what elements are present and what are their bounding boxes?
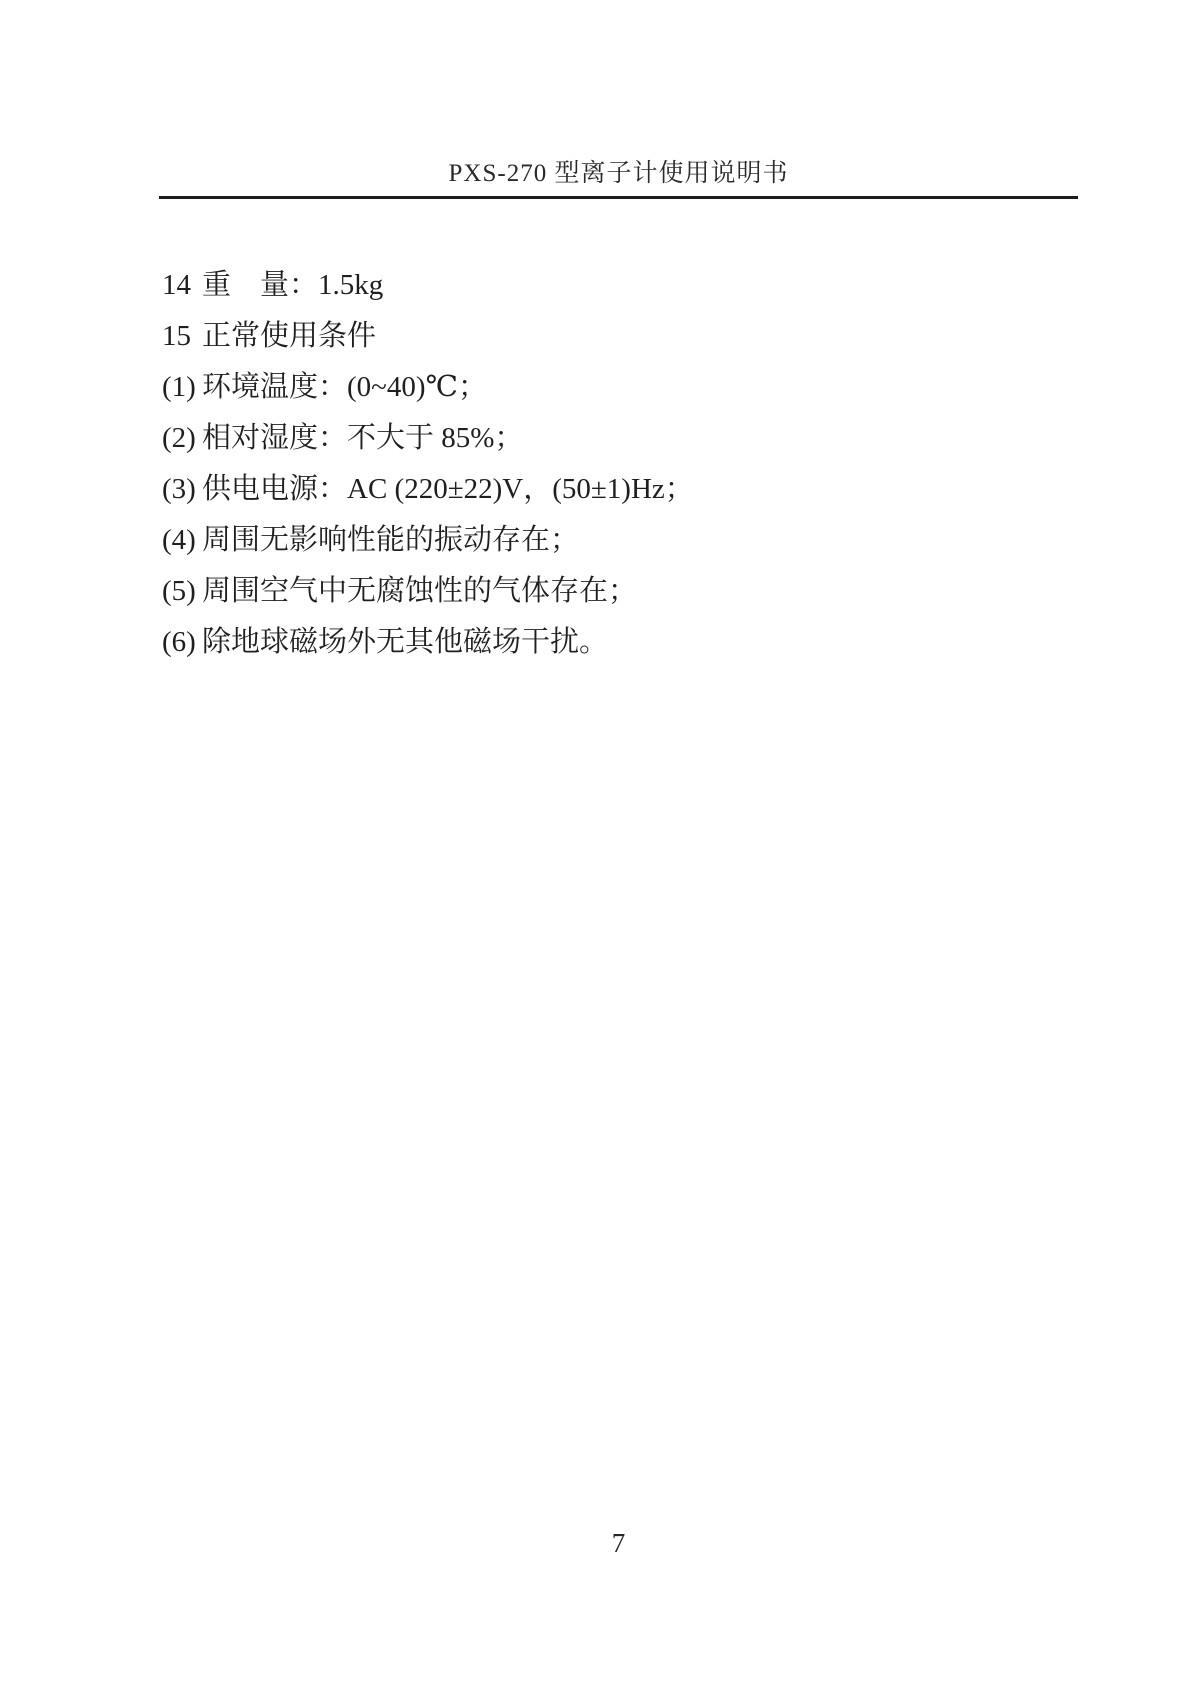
list-item-marker: (1) xyxy=(162,371,196,403)
page-header-title: PXS-270 型离子计使用说明书 xyxy=(448,160,789,187)
list-item-text: 除地球磁场外无其他磁场干扰。 xyxy=(202,626,609,658)
list-item-text: 正常使用条件 xyxy=(202,320,377,352)
list-item-no-vibration xyxy=(162,515,1082,566)
list-item-marker: 14 xyxy=(162,269,191,301)
list-item-marker: 15 xyxy=(162,320,191,352)
list-item-text: 重 量：1.5kg xyxy=(202,269,384,301)
header-divider-rule xyxy=(159,196,1078,199)
list-item-marker: (2) xyxy=(162,422,196,454)
list-item-marker: (6) xyxy=(162,626,196,658)
list-item-power-supply xyxy=(162,464,1082,515)
list-item-relative-humidity xyxy=(162,413,1082,464)
list-item-marker: (4) xyxy=(162,524,196,556)
list-item-text: 周围空气中无腐蚀性的气体存在； xyxy=(202,575,638,607)
list-item-text: 供电电源：AC (220±22)V，(50±1)Hz； xyxy=(202,473,694,505)
list-item-no-magnetic-interference xyxy=(162,617,1082,668)
page-number: 7 xyxy=(611,1528,626,1558)
list-item-normal-conditions xyxy=(162,311,1082,362)
list-item-text: 周围无影响性能的振动存在； xyxy=(202,524,580,556)
list-item-ambient-temperature xyxy=(162,362,1082,413)
list-item-no-corrosive-gas xyxy=(162,566,1082,617)
list-item-marker: (5) xyxy=(162,575,196,607)
list-item-weight xyxy=(162,260,1082,311)
list-item-text: 环境温度：(0~40)℃； xyxy=(202,371,487,403)
list-item-marker: (3) xyxy=(162,473,196,505)
list-item-text: 相对湿度：不大于 85%； xyxy=(202,422,524,454)
spec-list xyxy=(162,260,1082,668)
